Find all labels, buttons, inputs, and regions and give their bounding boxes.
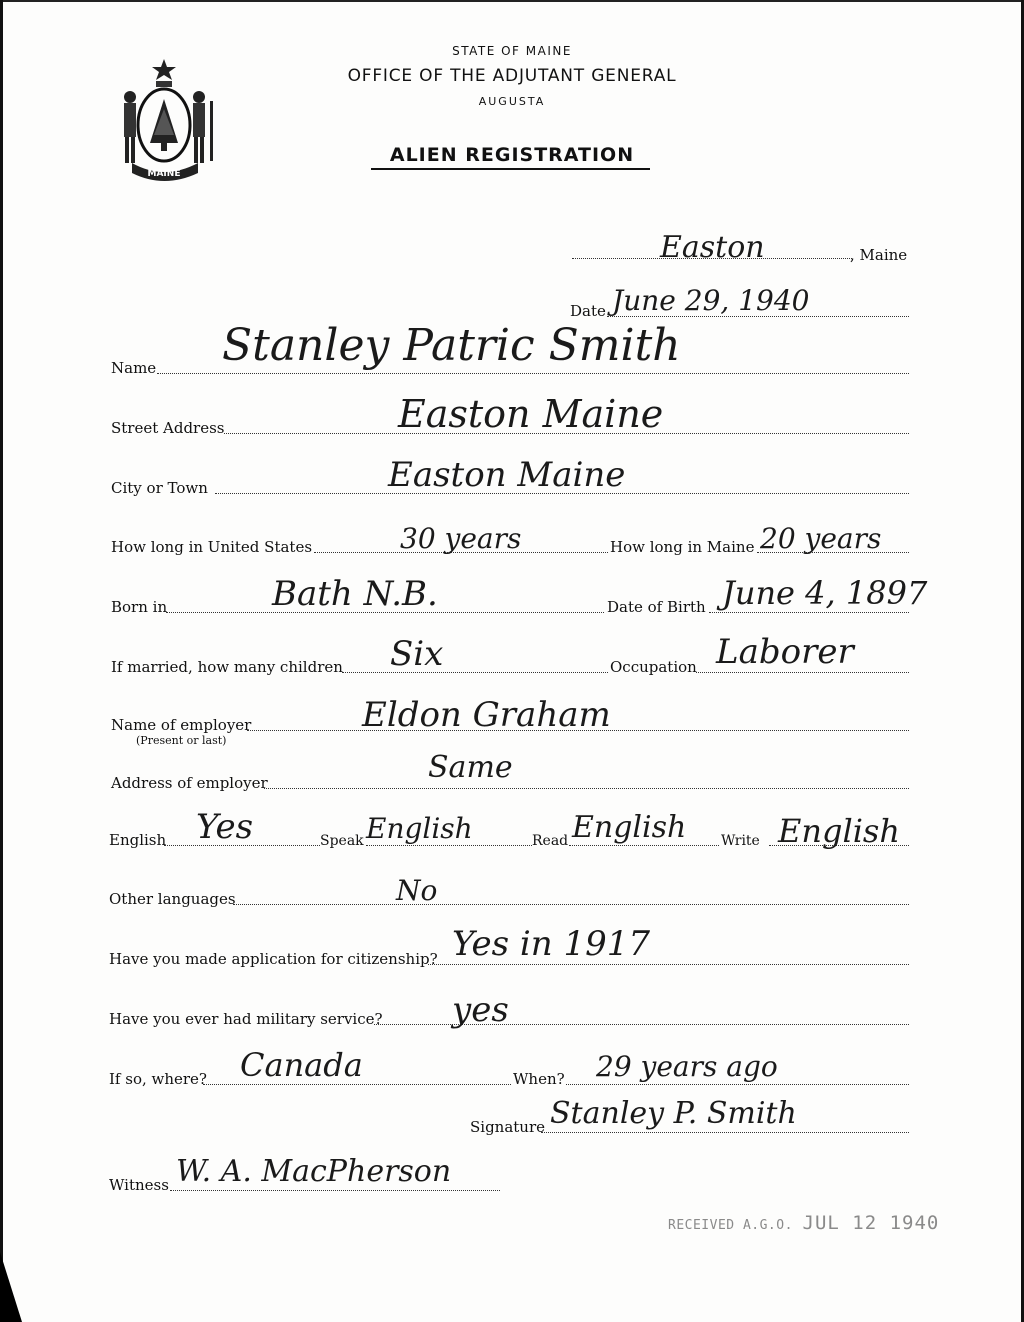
- signature-line: [541, 1132, 909, 1133]
- name-entry: Stanley Patric Smith: [222, 320, 681, 371]
- military-entry: yes: [452, 990, 509, 1030]
- employer-address-entry: Same: [428, 750, 513, 785]
- citizenship-line: [428, 964, 909, 965]
- scan-corner-shadow: [0, 1252, 22, 1322]
- write-entry: English: [778, 812, 900, 850]
- read-entry: English: [572, 810, 687, 845]
- title-underline: [371, 168, 650, 170]
- children-line: [342, 672, 608, 673]
- read-label: Read: [532, 833, 569, 849]
- received-stamp: [668, 1212, 939, 1234]
- maine-suffix-label: , Maine: [850, 246, 908, 264]
- town-entry: Easton: [660, 230, 765, 265]
- street-address-entry: Easton Maine: [398, 392, 664, 436]
- military-label: Have you ever had military service?: [109, 1010, 383, 1028]
- employer-address-line: [264, 788, 909, 789]
- how-long-maine-label: How long in Maine: [610, 538, 755, 556]
- signature-label: Signature: [470, 1118, 546, 1136]
- date-entry: June 29, 1940: [612, 284, 810, 317]
- where-entry: Canada: [240, 1046, 363, 1084]
- speak-line: [366, 845, 532, 846]
- employer-name-label: Name of employer: [111, 716, 252, 734]
- children-label: If married, how many children: [111, 658, 343, 676]
- header-state: STATE OF MAINE: [452, 44, 572, 58]
- citizenship-label: Have you made application for citizenship?: [109, 950, 438, 968]
- when-entry: 29 years ago: [596, 1050, 778, 1083]
- how-long-us-entry: 30 years: [400, 522, 522, 555]
- other-languages-label: Other languages: [109, 890, 236, 908]
- how-long-us-label: How long in United States: [111, 538, 313, 556]
- write-label: Write: [721, 833, 760, 849]
- occupation-line: [696, 672, 909, 673]
- received-stamp-date: JUL 12 1940: [802, 1212, 940, 1234]
- where-line: [203, 1084, 511, 1085]
- name-label: Name: [111, 359, 157, 377]
- english-label: English: [109, 831, 167, 849]
- speak-entry: English: [366, 812, 473, 845]
- employer-address-label: Address of employer: [111, 774, 268, 792]
- street-address-label: Street Address: [111, 419, 225, 437]
- scan-border-left: [0, 0, 3, 1322]
- employer-name-entry: Eldon Graham: [362, 695, 611, 735]
- date-of-birth-line: [709, 612, 909, 613]
- date-label: Date: [570, 302, 606, 320]
- english-entry: Yes: [196, 807, 254, 847]
- born-in-label: Born in: [111, 598, 168, 616]
- name-line: [157, 373, 909, 374]
- received-stamp-label: RECEIVED A.G.O.: [668, 1218, 793, 1233]
- witness-label: Witness: [109, 1176, 169, 1194]
- other-languages-line: [233, 904, 909, 905]
- occupation-entry: Laborer: [716, 632, 854, 672]
- date-of-birth-entry: June 4, 1897: [722, 574, 928, 612]
- employer-note-label: (Present or last): [136, 734, 227, 747]
- when-line: [566, 1084, 909, 1085]
- speak-label: Speak: [320, 833, 364, 849]
- occupation-label: Occupation: [610, 658, 697, 676]
- citizenship-entry: Yes in 1917: [452, 924, 650, 964]
- city-or-town-entry: Easton Maine: [388, 455, 626, 495]
- other-languages-entry: No: [396, 874, 438, 907]
- children-entry: Six: [390, 634, 444, 674]
- where-label: If so, where?: [109, 1070, 207, 1088]
- header-office: OFFICE OF THE ADJUTANT GENERAL: [347, 66, 677, 86]
- signature-entry: Stanley P. Smith: [550, 1096, 797, 1131]
- read-line: [569, 845, 719, 846]
- born-in-entry: Bath N.B.: [272, 574, 438, 614]
- scan-border-top: [0, 0, 1024, 2]
- date-of-birth-label: Date of Birth: [607, 598, 706, 616]
- header-city: AUGUSTA: [478, 95, 546, 108]
- how-long-maine-entry: 20 years: [760, 522, 882, 555]
- city-or-town-label: City or Town: [111, 479, 208, 497]
- witness-entry: W. A. MacPherson: [176, 1154, 452, 1189]
- form-title: ALIEN REGISTRATION: [389, 144, 635, 166]
- seal-text: MAINE: [147, 169, 181, 179]
- when-label: When?: [513, 1070, 565, 1088]
- witness-line: [170, 1190, 500, 1191]
